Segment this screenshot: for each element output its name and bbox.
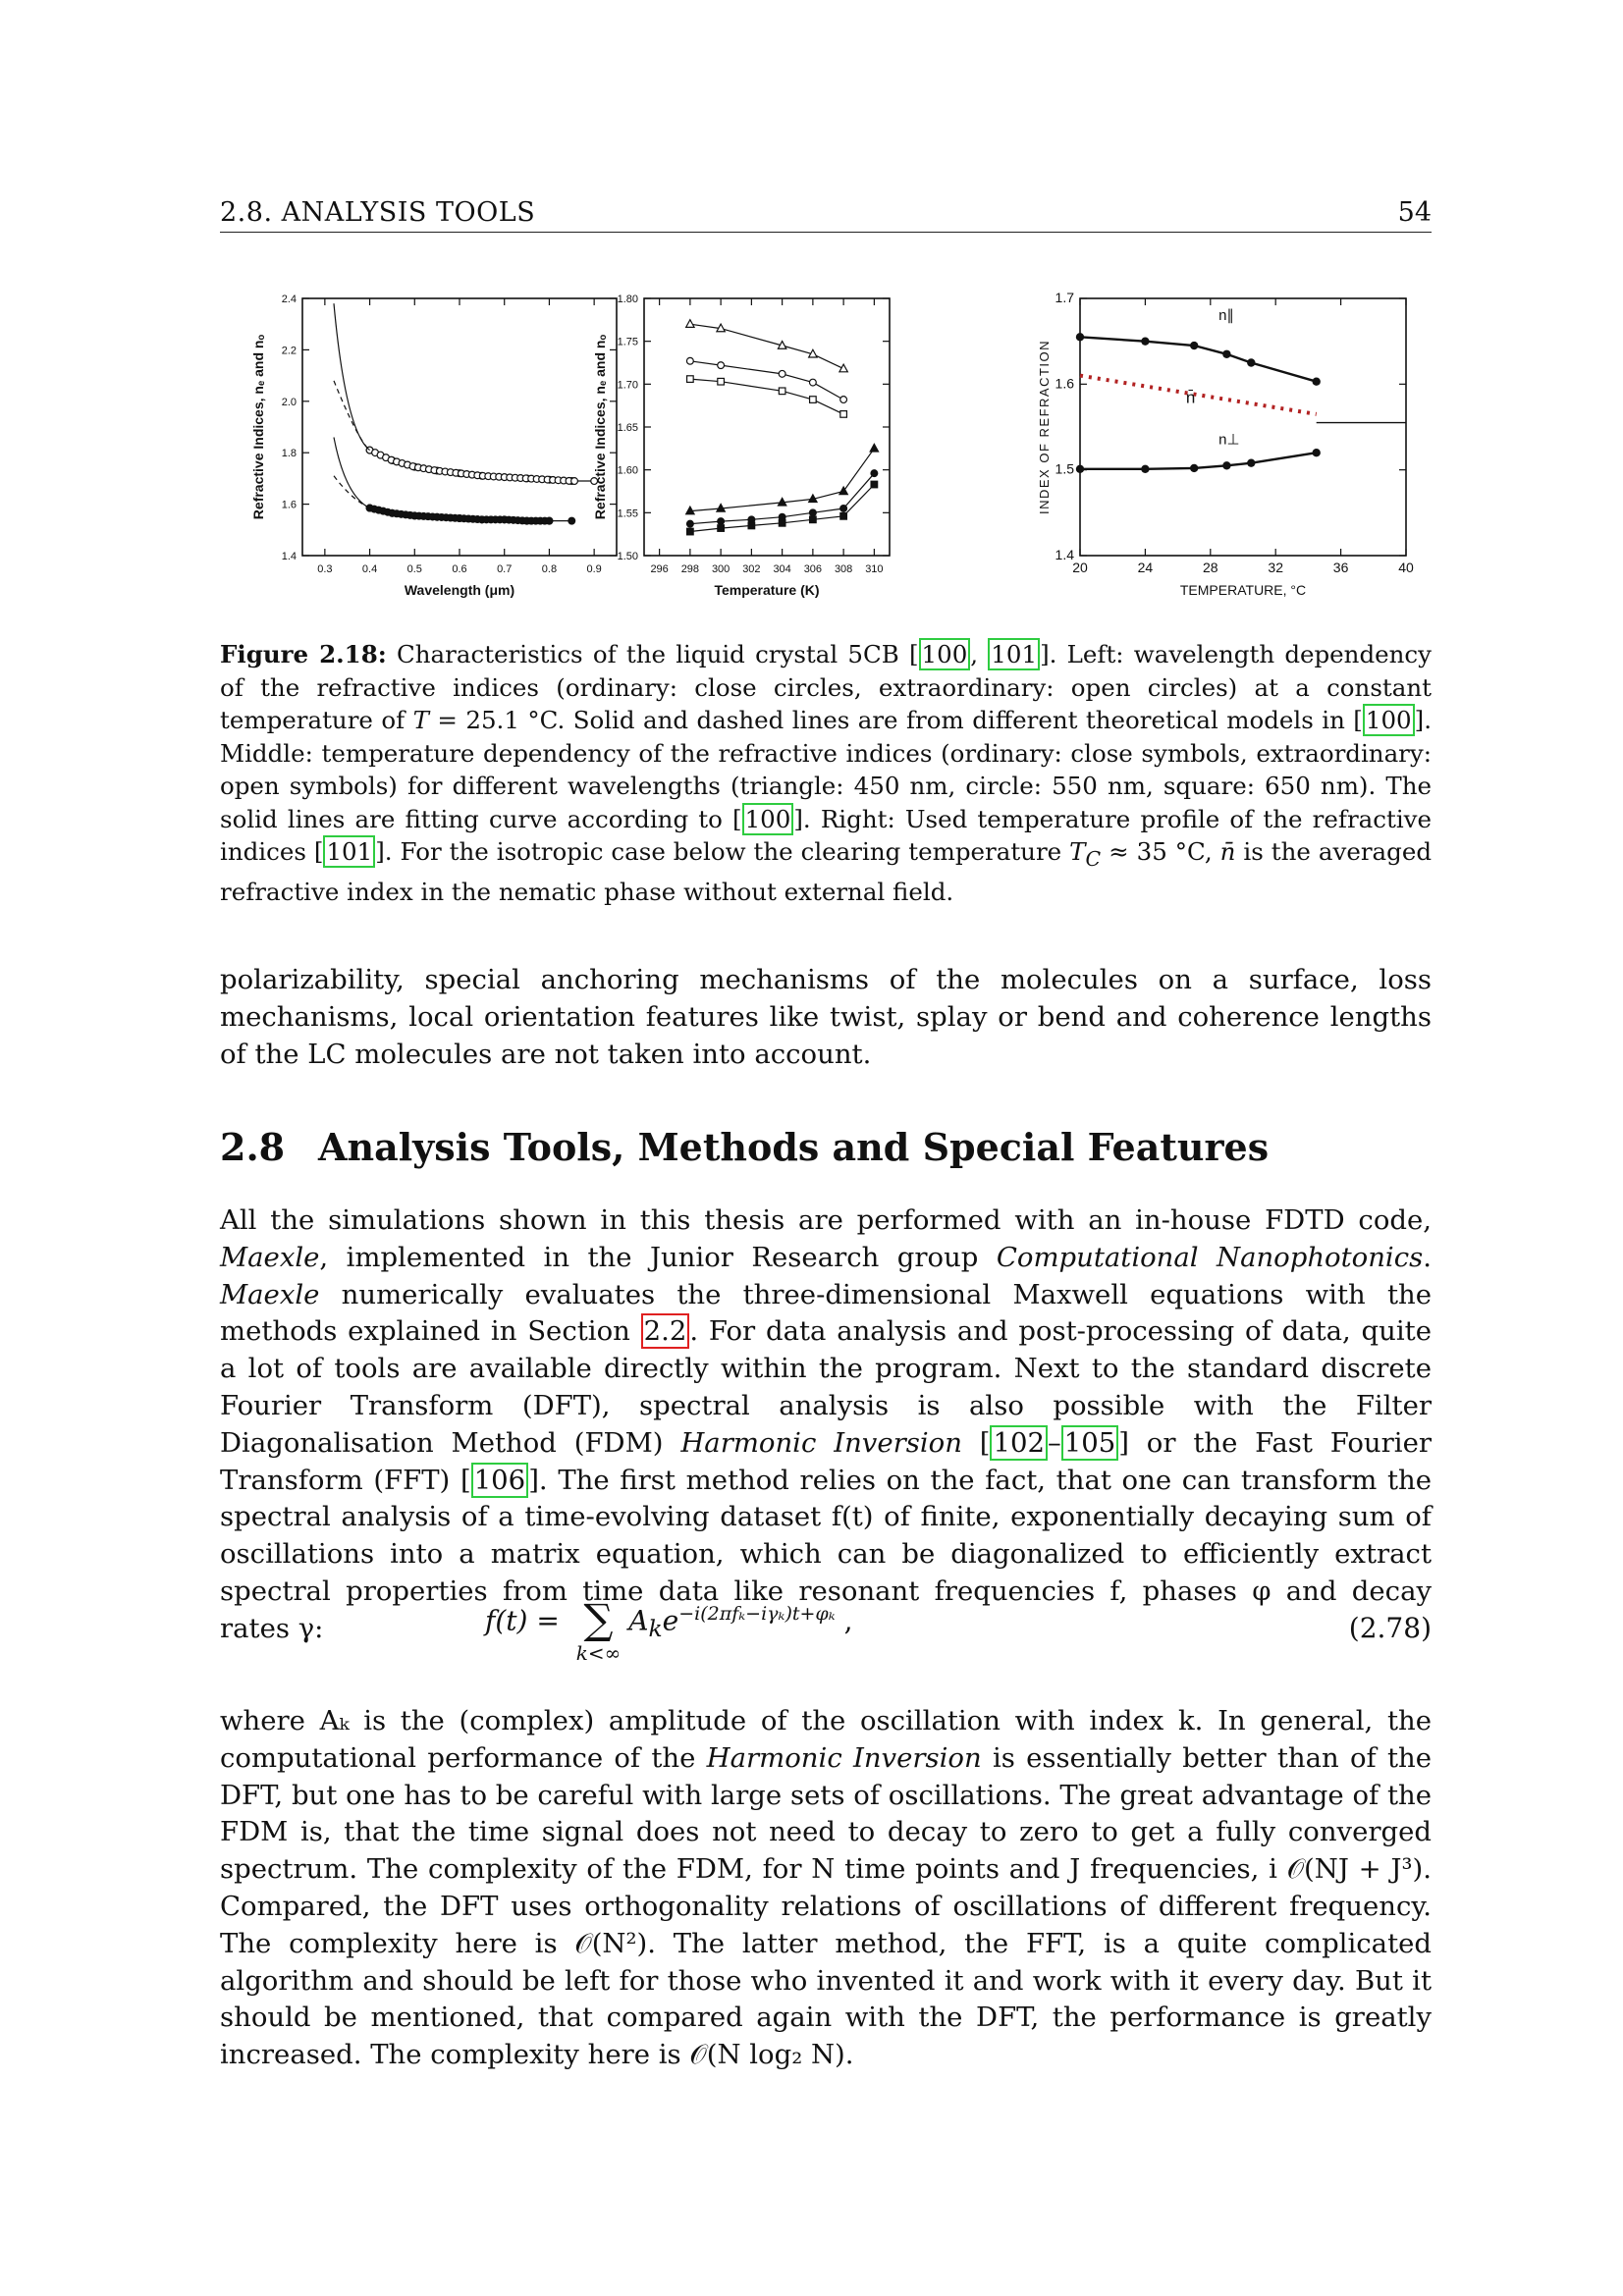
data-point: [840, 506, 847, 512]
theory-curve-solid: [334, 303, 370, 450]
data-point: [1190, 342, 1198, 349]
data-point: [1141, 465, 1149, 473]
paragraph-complexity: [220, 1703, 1432, 2074]
citation-link[interactable]: 100: [919, 638, 971, 670]
y-tick-label: 1.60: [617, 464, 638, 477]
citation-link[interactable]: 102: [990, 1425, 1048, 1461]
math-symbol: T: [1069, 837, 1086, 866]
paragraph-text: –: [1047, 1426, 1061, 1459]
x-tick-label: 0.7: [497, 563, 513, 575]
equation-subscript: k: [648, 1614, 663, 1642]
paragraph-text: ] or the Fast Fourier Transform (FFT) [: [220, 1426, 1432, 1496]
data-point: [809, 379, 816, 386]
x-tick-label: 20: [1072, 560, 1088, 575]
data-point: [1076, 465, 1084, 473]
y-tick-label: 1.6: [1055, 375, 1074, 392]
equation-tail: ,: [835, 1604, 853, 1637]
theory-curve-solid: [334, 437, 370, 507]
data-point: [840, 397, 847, 403]
y-tick-label: 1.70: [617, 379, 638, 392]
page-header: [220, 192, 1432, 233]
y-tick-label: 1.4: [281, 551, 297, 562]
caption-label: Figure 2.18:: [220, 640, 387, 668]
paragraph-text: numerically evaluates the three-dimensional Maxwell equations with the methods explained in Section: [220, 1278, 1432, 1348]
x-tick-label: 304: [773, 563, 791, 575]
data-point: [1313, 449, 1321, 456]
paragraph-text: [: [961, 1426, 991, 1459]
paragraph-text: ]. The first method relies on the fact, that one can transform the spectral analysis of a time-evolving dataset f(t) of finite, exponentially decaying sum of oscillations into a matrix equation, which can be diagonalized to efficiently extract spectral properties from time data like resonant frequencies f, phases φ and decay rates γ:: [220, 1464, 1432, 1644]
data-point: [810, 397, 817, 403]
data-point: [686, 357, 693, 364]
data-point: [686, 320, 694, 328]
citation-link[interactable]: 106: [471, 1463, 529, 1498]
caption-text: ,: [970, 640, 989, 668]
x-axis-label: Wavelength (μm): [404, 582, 515, 598]
equation-term: A: [628, 1604, 649, 1637]
citation-link[interactable]: 100: [742, 803, 794, 835]
y-tick-label: 1.65: [617, 422, 638, 434]
x-tick-label: 310: [865, 563, 884, 575]
data-point: [1222, 350, 1230, 358]
data-point: [1313, 378, 1321, 386]
citation-link[interactable]: 100: [1363, 704, 1415, 736]
data-point: [840, 411, 847, 418]
x-tick-label: 0.8: [541, 563, 558, 575]
sum-limit: k<∞: [575, 1641, 622, 1665]
data-point: [546, 517, 553, 524]
y-axis-label: Refractive Indices, nₑ and nₒ: [250, 334, 266, 520]
theory-curve-dashed: [334, 476, 370, 508]
plot-frame: [1080, 298, 1406, 556]
x-tick-label: 300: [711, 563, 730, 575]
x-tick-label: 32: [1268, 560, 1283, 575]
emphasis: Computational Nanophotonics: [996, 1241, 1424, 1273]
emphasis: Harmonic Inversion: [680, 1426, 962, 1459]
emphasis: Maexle: [220, 1241, 320, 1273]
y-tick-label: 1.6: [281, 499, 297, 511]
section-link[interactable]: 2.2: [641, 1313, 690, 1349]
y-tick-label: 2.2: [281, 345, 297, 357]
data-point: [718, 525, 725, 532]
x-tick-label: 296: [650, 563, 669, 575]
data-point: [718, 362, 725, 369]
y-tick-label: 2.4: [281, 294, 297, 305]
math-symbol: T: [412, 706, 429, 734]
paragraph-text: where Aₖ is the (complex) amplitude of the oscillation with index k. In general, the computational performance of the: [220, 1705, 1432, 1774]
equation-exponent: −i(2πfₖ−iγₖ)t+φₖ: [678, 1603, 836, 1625]
series-line: [690, 379, 843, 414]
caption-text: is the averaged refractive index in the nematic phase without external field.: [220, 837, 1433, 907]
x-tick-label: 0.3: [317, 563, 333, 575]
data-point: [687, 528, 694, 535]
paragraph-text: . For data analysis and post-processing of data, quite a lot of tools are available directly within the program. Next to the standard discrete Fourier Transform (DFT), spectral analysis is also possible with the Filter Diagonalisation Method (FDM): [220, 1315, 1432, 1459]
paragraph-text: All the simulations shown in this thesis are performed with an in-house FDTD code,: [220, 1204, 1432, 1236]
paragraph-text: is essentially better than of the DFT, but one has to be careful with large sets of oscillations. The great advantage of the FDM is, that the time signal does not need to decay to zero to get a fully converged spectrum. The complexity of the FDM, for N time points and J frequencies, i 𝒪(NJ + J³). Compared, the DFT uses orthogonality relations of oscillations of different frequency. The complexity here is 𝒪(N²). The latter method, the FFT, is a quite complicated algorithm and should be left for those who invented it and work with it every day. But it should be mentioned, that compared again with the DFT, the performance is greatly increased. The complexity here is 𝒪(N log₂ N).: [220, 1741, 1433, 2071]
emphasis: Maexle: [220, 1278, 320, 1310]
x-tick-label: 298: [680, 563, 700, 575]
y-tick-label: 1.8: [281, 448, 297, 460]
section-heading: [220, 1125, 1269, 1169]
x-tick-label: 24: [1137, 560, 1154, 575]
data-point: [779, 388, 785, 395]
data-point: [871, 481, 878, 488]
data-point: [1076, 333, 1084, 341]
section-title: Analysis Tools, Methods and Special Features: [318, 1125, 1270, 1169]
paragraph-text: .: [1423, 1241, 1432, 1273]
x-tick-label: 0.5: [406, 563, 422, 575]
equation-body: [485, 1595, 853, 1665]
y-axis-label: Refractive Indices, nₑ and nₒ: [592, 334, 608, 520]
series-line: [1080, 453, 1317, 469]
citation-link[interactable]: 101: [323, 835, 375, 868]
data-point: [839, 364, 847, 372]
chart-temperature-c: [1037, 290, 1414, 598]
data-point: [840, 513, 847, 520]
series-line: [690, 361, 843, 400]
x-axis-label: Temperature (K): [714, 582, 820, 598]
data-point: [748, 522, 755, 529]
y-tick-label: 1.50: [617, 551, 638, 562]
annotation-n-bar: n̄: [1185, 388, 1196, 407]
caption-text: Characteristics of the liquid crystal 5CB [: [386, 640, 919, 668]
x-tick-label: 306: [803, 563, 823, 575]
data-point: [718, 518, 725, 525]
x-tick-label: 302: [742, 563, 761, 575]
page-number: 54: [1397, 197, 1432, 228]
sum-symbol: ∑: [583, 1595, 614, 1643]
caption-text: ]. Left: wavelength dependency of the refractive indices (ordinary: close circles, extraordinary: open circles) at a constant temperature of: [220, 640, 1432, 734]
series-line: [1080, 337, 1317, 381]
x-tick-label: 0.4: [361, 563, 378, 575]
x-tick-label: 40: [1398, 560, 1414, 575]
math-subscript: C: [1085, 846, 1102, 871]
caption-text: ]. Right: Used temperature profile of the refractive indices [: [220, 804, 1433, 866]
y-tick-label: 1.4: [1055, 547, 1074, 562]
series-line: [690, 324, 843, 368]
equation-number: (2.78): [1348, 1612, 1432, 1644]
y-tick-label: 1.75: [617, 336, 638, 348]
data-point: [870, 444, 878, 452]
data-point: [1141, 337, 1149, 345]
data-point: [571, 478, 578, 485]
caption-text: ]. For the isotropic case below the clearing temperature: [375, 837, 1070, 866]
data-point: [810, 516, 817, 523]
citation-link[interactable]: 105: [1061, 1425, 1119, 1461]
paragraph-text: , implemented in the Junior Research group: [319, 1241, 997, 1273]
data-point: [779, 520, 785, 527]
figure-2-18: [220, 285, 1432, 618]
data-point: [809, 509, 816, 516]
data-point: [686, 520, 693, 527]
data-point: [1222, 461, 1230, 469]
equation-lhs: f(t) =: [485, 1604, 560, 1637]
data-point: [1247, 458, 1255, 466]
figure-caption: [220, 638, 1432, 909]
data-point: [718, 378, 725, 385]
y-tick-label: 2.0: [281, 396, 297, 408]
citation-link[interactable]: 101: [988, 638, 1040, 670]
annotation-n-parallel: n∥: [1218, 306, 1234, 324]
y-tick-label: 1.5: [1055, 460, 1074, 477]
paragraph-intro: [220, 1202, 1432, 1648]
chart-temperature-k: [592, 294, 890, 598]
math-symbol: n̄: [1219, 837, 1236, 866]
x-tick-label: 0.9: [586, 563, 602, 575]
equation-exponential: e: [662, 1604, 679, 1637]
annotation-n-perp: n⊥: [1218, 431, 1240, 449]
data-point: [568, 517, 575, 524]
section-number: 2.8: [220, 1125, 286, 1169]
x-tick-label: 36: [1332, 560, 1349, 575]
emphasis: Harmonic Inversion: [706, 1741, 982, 1774]
x-tick-label: 28: [1203, 560, 1218, 575]
x-axis-label: TEMPERATURE, °C: [1179, 582, 1307, 598]
caption-text: ]. Middle: temperature dependency of the refractive indices (ordinary: close symbols, extraordinary: open symbols) for different wavelengths (triangle: 450 nm, circle: 550 nm, square: 650 nm). The solid lines are fitting curve according to [: [220, 706, 1432, 833]
data-point: [1247, 358, 1255, 366]
chart-wavelength: [250, 294, 617, 598]
data-point: [1190, 464, 1198, 472]
y-tick-label: 1.7: [1055, 290, 1074, 305]
x-tick-label: 0.6: [452, 563, 467, 575]
data-point: [871, 470, 878, 477]
data-point: [779, 370, 785, 377]
plot-frame: [644, 298, 890, 556]
data-point: [687, 376, 694, 383]
series-line: [1080, 376, 1317, 414]
running-head: 2.8. ANALYSIS TOOLS: [220, 197, 536, 228]
paragraph-continuation: polarizability, special anchoring mechanisms of the molecules on a surface, loss mechanisms, local orientation features like twist, splay or bend and coherence lengths of the LC molecules are not taken into account.: [220, 964, 1432, 1070]
equation-2-78: [220, 1595, 1432, 1677]
x-tick-label: 308: [834, 563, 853, 575]
caption-text: ≈ 35 °C,: [1101, 837, 1220, 866]
caption-text: = 25.1 °C. Solid and dashed lines are from different theoretical models in [: [428, 706, 1363, 734]
y-tick-label: 1.55: [617, 507, 638, 520]
y-tick-label: 1.80: [617, 294, 638, 305]
y-axis-label: INDEX OF REFRACTION: [1037, 339, 1052, 515]
